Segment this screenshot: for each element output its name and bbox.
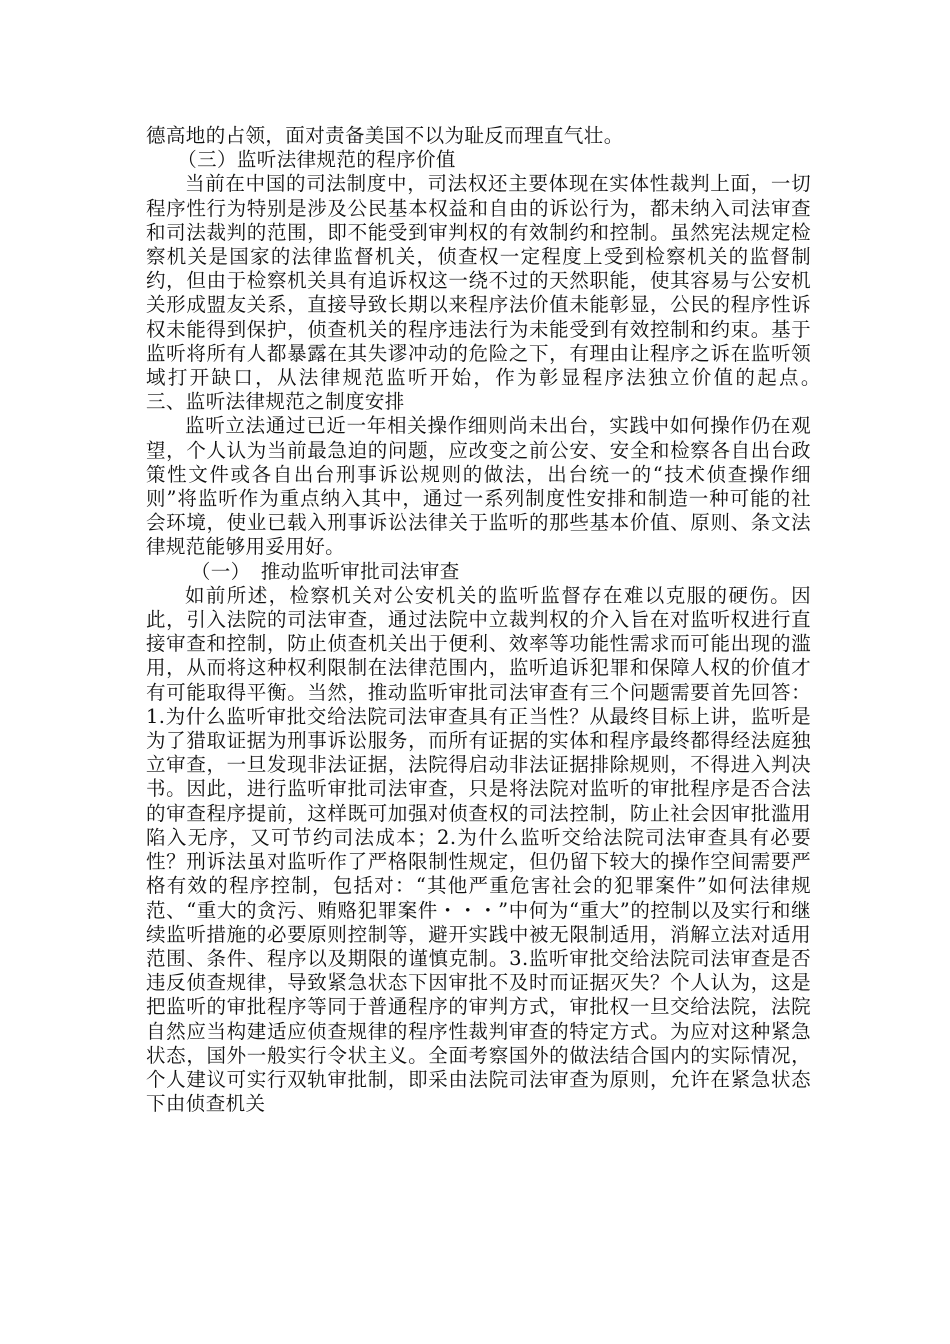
paragraph-continuation: 德高地的占领，面对责备美国不以为耻反而理直气壮。 xyxy=(146,124,624,147)
document-page xyxy=(146,124,891,1116)
section-heading-procedural-value: （三）监听法律规范的程序价值 xyxy=(177,148,456,172)
paragraph-judicial-review: 如前所述，检察机关对公安机关的监听监督存在难以克服的硬伤。因此，引入法院的司法审查，通过法院中立裁判权的介入旨在对监听权进行直接审查和控制，防止侦查机关出于便利、效率等功能性需求而可能出现的滥用，从而将这种权利限制在法律范围内，监听追诉犯罪和保障人权的价值才有可能取得平衡。当然，推动监听审批司法审查有三个问题需要首先回答：1.为什么监听审批交给法院司法审查具有正当性？从最终目标上讲，监听是为了猎取证据为刑事诉讼服务，而所有证据的实体和程序最终都得经法庭独立审查，一旦发现非法证据，法院得启动非法证据排除规则，不得进入判决书。因此，进行监听审批司法审查，只是将法院对监听的审批程序是否合法的审查程序提前，这样既可加强对侦查权的司法控制，防止社会因审批滥用陷入无序，又可节约司法成本；2.为什么监听交给法院司法审查具有必要性？刑诉法虽对监听作了严格限制性规定，但仍留下较大的操作空间需要严格有效的程序控制，包括对：“其他严重危害社会的犯罪案件”如何法律规范、“重大的贪污、贿赂犯罪案件・・・”中何为“重大”的控制以及实行和继续监听措施的必要原则控制等，避开实践中被无限制适用，消解立法对适用范围、条件、程序以及期限的谨慎克制。3.监听审批交给法院司法审查是否违反侦查规律，导致紧急状态下因审批不及时而证据灭失？个人认为，这是把监听的审批程序等同于普通程序的审判方式，审批权一旦交给法院，法院自然应当构建适应侦查规律的程序性裁判审查的特定方式。为应对这种紧急状态，国外一般实行令状主义。全面考察国外的做法结合国内的实际情况，个人建议可实行双轨审批制，即采由法院司法审查为原则，允许在紧急状态下由侦查机关 xyxy=(146,583,811,1116)
paragraph-institutional-arrangement: 监听立法通过已近一年相关操作细则尚未出台，实践中如何操作仍在观望，个人认为当前最急迫的问题，应改变之前公安、安全和检察各自出台政策性文件或各自出台刑事诉讼规则的做法，出台统一的“技术侦查操作细则”将监听作为重点纳入其中，通过一系列制度性安排和制造一种可能的社会环境，使业已载入刑事诉讼法律关于监听的那些基本价值、原则、条文法律规范能够用妥用好。 xyxy=(146,414,811,559)
paragraph-procedural-value: 当前在中国的司法制度中，司法权还主要体现在实体性裁判上面，一切程序性行为特别是涉及公民基本权益和自由的诉讼行为，都未纳入司法审查和司法裁判的范围，即不能受到审判权的有效制约和控制。虽然宪法规定检察机关是国家的法律监督机关，侦查权一定程度上受到检察机关的监督制约，但由于检察机关具有追诉权这一绕不过的天然职能，使其容易与公安机关形成盟友关系，直接导致长期以来程序法价值未能彰显，公民的程序性诉权未能得到保护，侦查机关的程序违法行为未能受到有效控制和约束。基于监听将所有人都暴露在其失谬冲动的危险之下，有理由让程序之诉在监听领域打开缺口，从法律规范监听开始，作为彰显程序法独立价值的起点。 三、监听法律规范之制度安排 xyxy=(146,172,891,414)
section-heading-judicial-review: （一） 推动监听审批司法审查 xyxy=(190,559,460,583)
